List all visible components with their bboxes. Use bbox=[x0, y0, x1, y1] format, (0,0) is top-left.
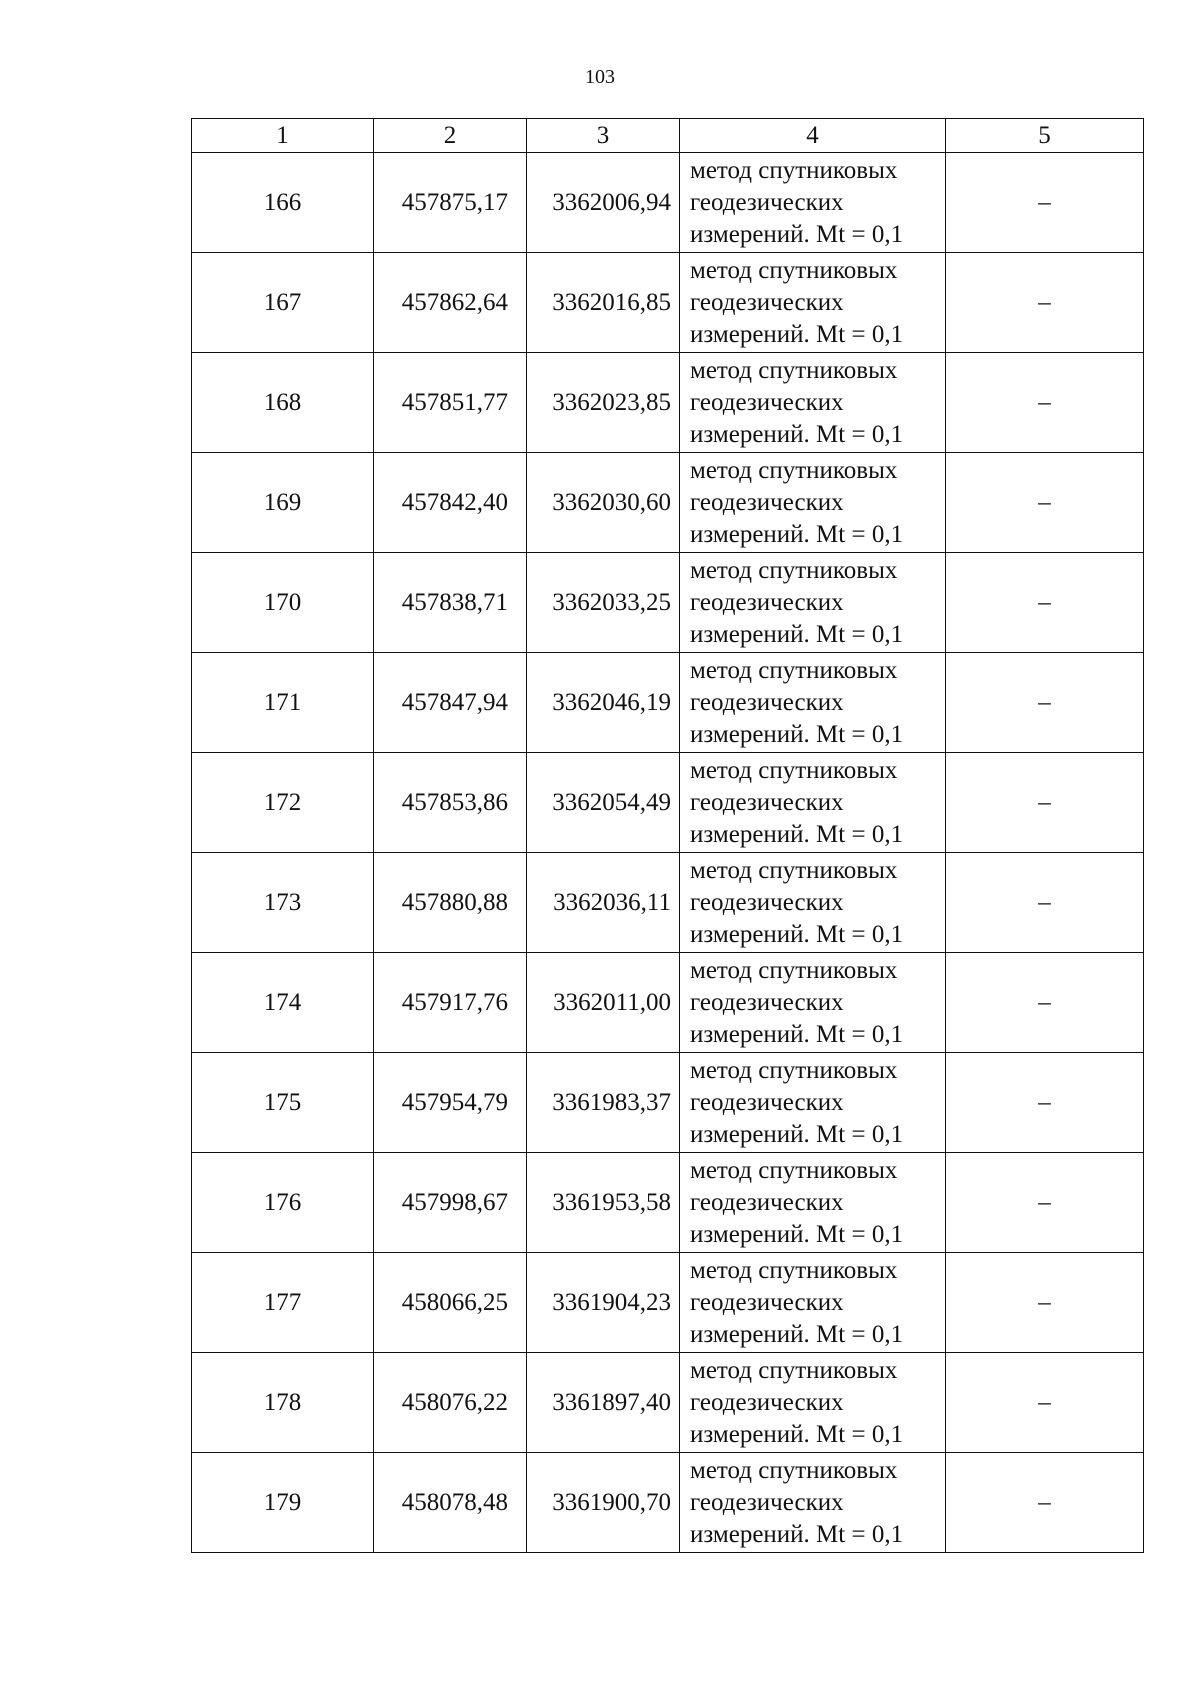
method-description bbox=[680, 453, 946, 553]
method-line-3: измерений. Mt = 0,1 bbox=[690, 1520, 904, 1548]
method-description bbox=[680, 553, 946, 653]
column-5-value: – bbox=[946, 253, 1144, 353]
method-line-2: геодезических bbox=[690, 188, 844, 216]
method-line-1: метод спутниковых bbox=[690, 1456, 898, 1484]
method-line-1: метод спутниковых bbox=[690, 1256, 898, 1284]
table-row bbox=[192, 953, 1144, 1053]
page-number: 103 bbox=[585, 66, 615, 88]
header-col-1: 1 bbox=[192, 119, 374, 153]
coordinate-x: 457998,67 bbox=[374, 1153, 527, 1253]
method-line-3: измерений. Mt = 0,1 bbox=[690, 1020, 904, 1048]
method-line-2: геодезических bbox=[690, 588, 844, 616]
point-number: 175 bbox=[192, 1053, 374, 1153]
point-number: 172 bbox=[192, 753, 374, 853]
table-row bbox=[192, 1453, 1144, 1553]
point-number: 176 bbox=[192, 1153, 374, 1253]
table-row bbox=[192, 253, 1144, 353]
coordinate-x: 457847,94 bbox=[374, 653, 527, 753]
method-line-1: метод спутниковых bbox=[690, 656, 898, 684]
method-description bbox=[680, 653, 946, 753]
method-line-2: геодезических bbox=[690, 1188, 844, 1216]
method-line-1: метод спутниковых bbox=[690, 1056, 898, 1084]
method-description bbox=[680, 253, 946, 353]
method-line-2: геодезических bbox=[690, 1088, 844, 1116]
method-line-3: измерений. Mt = 0,1 bbox=[690, 1220, 904, 1248]
method-line-2: геодезических bbox=[690, 688, 844, 716]
column-5-value: – bbox=[946, 453, 1144, 553]
method-line-2: геодезических bbox=[690, 288, 844, 316]
coordinate-x: 457851,77 bbox=[374, 353, 527, 453]
table-row bbox=[192, 753, 1144, 853]
table-header bbox=[192, 119, 1144, 153]
method-line-2: геодезических bbox=[690, 1488, 844, 1516]
method-line-3: измерений. Mt = 0,1 bbox=[690, 620, 904, 648]
method-description bbox=[680, 1053, 946, 1153]
coordinate-x: 458078,48 bbox=[374, 1453, 527, 1553]
column-5-value: – bbox=[946, 1453, 1144, 1553]
method-description bbox=[680, 1453, 946, 1553]
method-line-1: метод спутниковых bbox=[690, 456, 898, 484]
coordinate-x: 457880,88 bbox=[374, 853, 527, 953]
column-5-value: – bbox=[946, 1053, 1144, 1153]
coordinate-x: 457875,17 bbox=[374, 153, 527, 253]
method-line-3: измерений. Mt = 0,1 bbox=[690, 420, 904, 448]
method-line-2: геодезических bbox=[690, 988, 844, 1016]
method-line-1: метод спутниковых bbox=[690, 1356, 898, 1384]
point-number: 173 bbox=[192, 853, 374, 953]
coordinate-y: 3362023,85 bbox=[527, 353, 680, 453]
header-col-3: 3 bbox=[527, 119, 680, 153]
coordinate-y: 3361953,58 bbox=[527, 1153, 680, 1253]
point-number: 177 bbox=[192, 1253, 374, 1353]
method-description bbox=[680, 853, 946, 953]
column-5-value: – bbox=[946, 653, 1144, 753]
method-description bbox=[680, 353, 946, 453]
table-row bbox=[192, 453, 1144, 553]
coordinate-x: 457862,64 bbox=[374, 253, 527, 353]
method-line-3: измерений. Mt = 0,1 bbox=[690, 1320, 904, 1348]
point-number: 179 bbox=[192, 1453, 374, 1553]
table-body bbox=[192, 153, 1144, 1553]
method-line-1: метод спутниковых bbox=[690, 1156, 898, 1184]
header-col-4: 4 bbox=[680, 119, 946, 153]
point-number: 178 bbox=[192, 1353, 374, 1453]
coordinate-x: 457842,40 bbox=[374, 453, 527, 553]
method-line-1: метод спутниковых bbox=[690, 156, 898, 184]
method-line-3: измерений. Mt = 0,1 bbox=[690, 720, 904, 748]
coordinate-y: 3362054,49 bbox=[527, 753, 680, 853]
method-description bbox=[680, 1153, 946, 1253]
coordinate-x: 457838,71 bbox=[374, 553, 527, 653]
column-5-value: – bbox=[946, 353, 1144, 453]
column-5-value: – bbox=[946, 1353, 1144, 1453]
header-row bbox=[192, 119, 1144, 153]
point-number: 168 bbox=[192, 353, 374, 453]
coordinate-y: 3362030,60 bbox=[527, 453, 680, 553]
method-description bbox=[680, 1353, 946, 1453]
column-5-value: – bbox=[946, 953, 1144, 1053]
coordinate-y: 3362016,85 bbox=[527, 253, 680, 353]
table-row bbox=[192, 653, 1144, 753]
coordinate-y: 3362006,94 bbox=[527, 153, 680, 253]
method-description bbox=[680, 953, 946, 1053]
method-line-2: геодезических bbox=[690, 488, 844, 516]
table-row bbox=[192, 1253, 1144, 1353]
method-line-1: метод спутниковых bbox=[690, 856, 898, 884]
table-row bbox=[192, 553, 1144, 653]
table-row bbox=[192, 153, 1144, 253]
column-5-value: – bbox=[946, 153, 1144, 253]
method-description bbox=[680, 153, 946, 253]
method-line-3: измерений. Mt = 0,1 bbox=[690, 220, 904, 248]
coordinate-y: 3362046,19 bbox=[527, 653, 680, 753]
method-line-3: измерений. Mt = 0,1 bbox=[690, 1420, 904, 1448]
method-line-1: метод спутниковых bbox=[690, 556, 898, 584]
coordinate-x: 457917,76 bbox=[374, 953, 527, 1053]
column-5-value: – bbox=[946, 1153, 1144, 1253]
coordinate-x: 457853,86 bbox=[374, 753, 527, 853]
method-line-3: измерений. Mt = 0,1 bbox=[690, 920, 904, 948]
coordinate-x: 457954,79 bbox=[374, 1053, 527, 1153]
method-line-3: измерений. Mt = 0,1 bbox=[690, 820, 904, 848]
method-line-2: геодезических bbox=[690, 1388, 844, 1416]
coordinate-y: 3362011,00 bbox=[527, 953, 680, 1053]
method-line-1: метод спутниковых bbox=[690, 956, 898, 984]
table-row bbox=[192, 1053, 1144, 1153]
column-5-value: – bbox=[946, 753, 1144, 853]
coordinate-y: 3362036,11 bbox=[527, 853, 680, 953]
method-line-3: измерений. Mt = 0,1 bbox=[690, 320, 904, 348]
coordinate-y: 3362033,25 bbox=[527, 553, 680, 653]
point-number: 166 bbox=[192, 153, 374, 253]
table-row bbox=[192, 353, 1144, 453]
table-row bbox=[192, 1353, 1144, 1453]
method-line-2: геодезических bbox=[690, 888, 844, 916]
coordinate-y: 3361900,70 bbox=[527, 1453, 680, 1553]
column-5-value: – bbox=[946, 1253, 1144, 1353]
header-col-2: 2 bbox=[374, 119, 527, 153]
method-line-1: метод спутниковых bbox=[690, 356, 898, 384]
method-description bbox=[680, 753, 946, 853]
coordinate-y: 3361904,23 bbox=[527, 1253, 680, 1353]
table-row bbox=[192, 1153, 1144, 1253]
coordinate-y: 3361983,37 bbox=[527, 1053, 680, 1153]
column-5-value: – bbox=[946, 853, 1144, 953]
method-line-2: геодезических bbox=[690, 388, 844, 416]
method-line-1: метод спутниковых bbox=[690, 756, 898, 784]
point-number: 171 bbox=[192, 653, 374, 753]
method-line-3: измерений. Mt = 0,1 bbox=[690, 1120, 904, 1148]
method-description bbox=[680, 1253, 946, 1353]
coordinate-y: 3361897,40 bbox=[527, 1353, 680, 1453]
table-row bbox=[192, 853, 1144, 953]
point-number: 169 bbox=[192, 453, 374, 553]
method-line-2: геодезических bbox=[690, 788, 844, 816]
point-number: 167 bbox=[192, 253, 374, 353]
point-number: 170 bbox=[192, 553, 374, 653]
header-col-5: 5 bbox=[946, 119, 1144, 153]
coordinates-table bbox=[191, 118, 1144, 1553]
column-5-value: – bbox=[946, 553, 1144, 653]
method-line-1: метод спутниковых bbox=[690, 256, 898, 284]
coordinate-x: 458066,25 bbox=[374, 1253, 527, 1353]
point-number: 174 bbox=[192, 953, 374, 1053]
method-line-3: измерений. Mt = 0,1 bbox=[690, 520, 904, 548]
coordinate-x: 458076,22 bbox=[374, 1353, 527, 1453]
method-line-2: геодезических bbox=[690, 1288, 844, 1316]
